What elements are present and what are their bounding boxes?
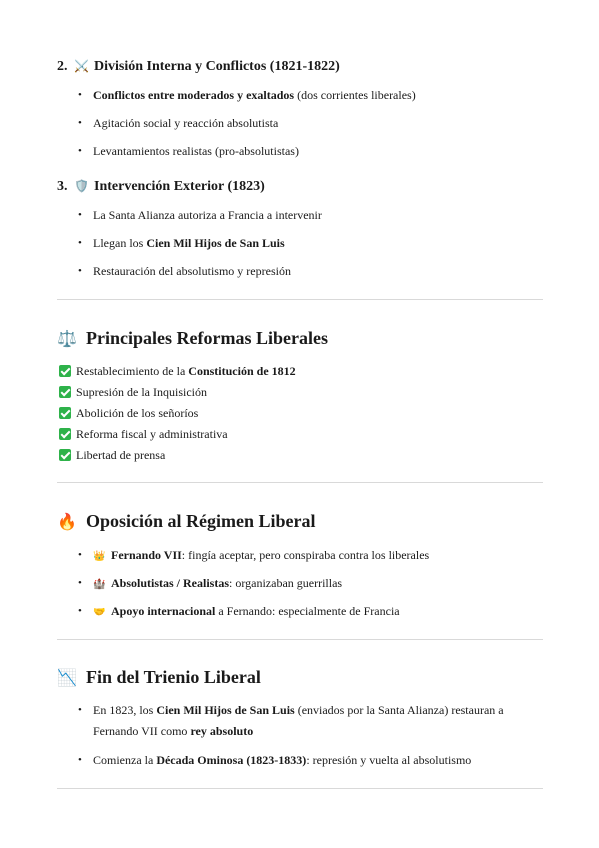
- list-item: [79, 601, 400, 623]
- bold-text: rey absoluto: [190, 724, 254, 738]
- section-number: 3.: [57, 179, 68, 194]
- crown-icon: 👑: [93, 551, 106, 562]
- bold-text: Absolutistas / Realistas: [111, 576, 230, 590]
- section-number: 2.: [57, 59, 68, 74]
- handshake-icon: 🤝: [93, 607, 106, 618]
- bold-text: Constitución de 1812: [188, 364, 296, 378]
- checklist-item: [59, 383, 207, 401]
- item-text: (dos corrientes liberales): [294, 88, 416, 102]
- castle-icon: 🏰: [93, 579, 106, 590]
- item-text: Supresión de la Inquisición: [76, 385, 207, 399]
- fire-icon: 🔥: [57, 514, 77, 531]
- bold-text: Cien Mil Hijos de San Luis: [156, 703, 295, 717]
- list-item: [79, 545, 429, 567]
- divider: [57, 482, 543, 483]
- item-text: Agitación social y reacción absolutista: [93, 116, 279, 130]
- bold-text: Cien Mil Hijos de San Luis: [146, 236, 285, 250]
- checklist-item: [59, 425, 228, 443]
- list-item: [79, 113, 278, 133]
- heading-text: Oposición al Régimen Liberal: [86, 511, 316, 531]
- item-text: En 1823, los: [93, 703, 157, 717]
- crossed-swords-icon: ⚔️: [74, 59, 89, 73]
- list-item: [79, 85, 416, 105]
- item-text: Llegan los: [93, 236, 147, 250]
- check-icon: [59, 386, 71, 398]
- balance-scale-icon: ⚖️: [57, 331, 77, 348]
- check-icon: [59, 365, 71, 377]
- item-text: (enviados por la Santa Alianza) restauran a Fernando VII como: [93, 703, 504, 738]
- item-text: : organizaban guerrillas: [229, 576, 343, 590]
- item-text: Restablecimiento de la: [76, 364, 189, 378]
- list-item: [79, 261, 291, 281]
- chart-decreasing-icon: 📉: [57, 670, 77, 687]
- list-item: [79, 233, 285, 253]
- heading-text: Fin del Trienio Liberal: [86, 667, 261, 687]
- bold-text: Década Ominosa (1823-1833): [156, 753, 307, 767]
- item-text: Restauración del absolutismo y represión: [93, 264, 291, 278]
- heading-oposicion: [57, 509, 316, 535]
- item-text: Libertad de prensa: [76, 448, 166, 462]
- section-heading-division: [57, 57, 340, 76]
- item-text: Levantamientos realistas (pro-absolutistas): [93, 144, 299, 158]
- checklist-item: [59, 362, 296, 380]
- item-text: : represión y vuelta al absolutismo: [306, 753, 472, 767]
- bold-text: Conflictos entre moderados y exaltados: [93, 88, 295, 102]
- divider: [57, 299, 543, 300]
- divider: [57, 639, 543, 640]
- list-item: [79, 205, 322, 225]
- item-text: : fingía aceptar, pero conspiraba contra los liberales: [181, 548, 430, 562]
- checklist-item: [59, 446, 165, 464]
- section-title: Intervención Exterior (1823): [94, 179, 265, 194]
- item-text: Comienza la: [93, 753, 157, 767]
- item-text: Reforma fiscal y administrativa: [76, 427, 228, 441]
- item-text: La Santa Alianza autoriza a Francia a intervenir: [93, 208, 322, 222]
- list-item: [79, 750, 471, 770]
- section-title: División Interna y Conflictos (1821-1822): [94, 59, 340, 74]
- list-item: [79, 141, 299, 161]
- item-text: Abolición de los señoríos: [76, 406, 199, 420]
- checklist-item: [59, 404, 198, 422]
- check-icon: [59, 449, 71, 461]
- bold-text: Apoyo internacional: [111, 604, 216, 618]
- item-text: a Fernando: especialmente de Francia: [215, 604, 400, 618]
- shield-icon: 🛡️: [74, 179, 89, 193]
- bold-text: Fernando VII: [111, 548, 182, 562]
- list-item: [79, 700, 519, 742]
- divider: [57, 788, 543, 789]
- check-icon: [59, 407, 71, 419]
- heading-reformas: [57, 326, 328, 352]
- check-icon: [59, 428, 71, 440]
- heading-fin: [57, 665, 261, 691]
- list-item: [79, 573, 342, 595]
- section-heading-intervencion: [57, 177, 265, 196]
- heading-text: Principales Reformas Liberales: [86, 328, 328, 348]
